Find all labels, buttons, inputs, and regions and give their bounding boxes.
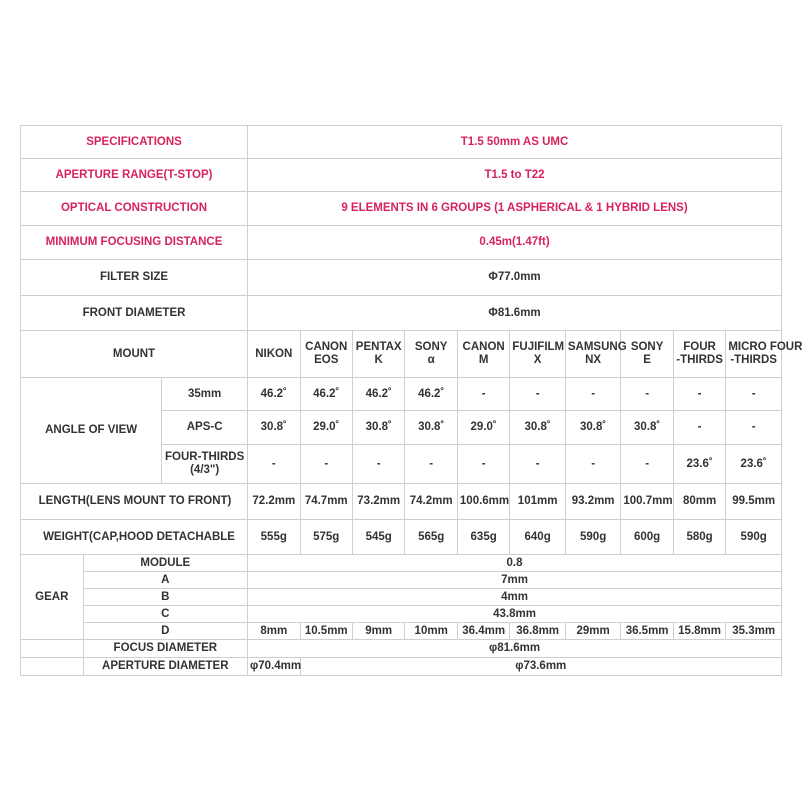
angle-value: 30.8˚ <box>405 411 457 445</box>
gear-b-value: 4mm <box>248 589 782 606</box>
angle-row-35mm <box>21 378 782 411</box>
weight-value: 575g <box>300 520 352 555</box>
mount-micro-four-thirds: MICRO FOUR -THIRDS <box>726 331 782 378</box>
gear-d-value: 15.8mm <box>673 623 725 640</box>
angle-value: 29.0˚ <box>300 411 352 445</box>
optical-construction-value: 9 ELEMENTS IN 6 GROUPS (1 ASPHERICAL & 1 HYBRID LENS) <box>248 192 782 226</box>
gear-d-label: D <box>83 623 247 640</box>
angle-value: - <box>457 445 509 484</box>
gear-d-value: 9mm <box>352 623 404 640</box>
angle-value: 30.8˚ <box>248 411 300 445</box>
mount-four-thirds: FOUR -THIRDS <box>673 331 725 378</box>
length-value: 74.7mm <box>300 484 352 520</box>
gear-row-d <box>21 623 782 640</box>
length-value: 99.5mm <box>726 484 782 520</box>
angle-value: - <box>457 378 509 411</box>
angle-value: 23.6˚ <box>726 445 782 484</box>
mount-sony-e: SONY E <box>621 331 673 378</box>
front-diameter-label: FRONT DIAMETER <box>21 296 248 331</box>
weight-value: 590g <box>565 520 621 555</box>
mount-samsung-nx: SAMSUNG NX <box>565 331 621 378</box>
lens-spec-table <box>20 125 802 676</box>
length-value: 80mm <box>673 484 725 520</box>
weight-value: 600g <box>621 520 673 555</box>
angle-value: - <box>510 445 566 484</box>
angle-value: - <box>673 378 725 411</box>
angle-value: - <box>621 445 673 484</box>
spec-row-weight <box>21 520 782 555</box>
angle-of-view-label: ANGLE OF VIEW <box>21 378 162 484</box>
weight-value: 635g <box>457 520 509 555</box>
angle-value: 46.2˚ <box>248 378 300 411</box>
gear-d-value: 35.3mm <box>726 623 782 640</box>
gear-b-label: B <box>83 589 247 606</box>
gear-c-label: C <box>83 606 247 623</box>
filter-size-label: FILTER SIZE <box>21 260 248 296</box>
weight-value: 555g <box>248 520 300 555</box>
angle-value: 30.8˚ <box>510 411 566 445</box>
angle-value: - <box>510 378 566 411</box>
optical-construction-label: OPTICAL CONSTRUCTION <box>21 192 248 226</box>
weight-value: 640g <box>510 520 566 555</box>
specifications-value: T1.5 50mm AS UMC <box>248 126 782 159</box>
angle-value: - <box>621 378 673 411</box>
gear-d-value: 36.5mm <box>621 623 673 640</box>
spec-row-focus-diameter <box>21 640 782 658</box>
angle-value: - <box>565 378 621 411</box>
spec-row-min-focus <box>21 226 782 260</box>
spec-row-aperture-diameter <box>21 658 782 676</box>
min-focus-label: MINIMUM FOCUSING DISTANCE <box>21 226 248 260</box>
angle-value: 46.2˚ <box>405 378 457 411</box>
gear-label: GEAR <box>21 555 84 640</box>
filter-size-value: Φ77.0mm <box>248 260 782 296</box>
length-value: 100.7mm <box>621 484 673 520</box>
gear-a-value: 7mm <box>248 572 782 589</box>
length-value: 100.6mm <box>457 484 509 520</box>
angle-value: - <box>352 445 404 484</box>
gear-row-c <box>21 606 782 623</box>
spec-row-mount <box>21 331 782 378</box>
spec-row-specifications <box>21 126 782 159</box>
spec-row-filter-size <box>21 260 782 296</box>
weight-label: WEIGHT(CAP,HOOD DETACHABLE <box>21 520 248 555</box>
angle-value: - <box>673 411 725 445</box>
gear-c-value: 43.8mm <box>248 606 782 623</box>
spec-row-front-diameter <box>21 296 782 331</box>
gear-d-value: 36.8mm <box>510 623 566 640</box>
mount-canon-eos: CANON EOS <box>300 331 352 378</box>
aperture-diameter-label: APERTURE DIAMETER <box>83 658 247 676</box>
gear-d-value: 10.5mm <box>300 623 352 640</box>
length-label: LENGTH(LENS MOUNT TO FRONT) <box>21 484 248 520</box>
gear-a-label: A <box>83 572 247 589</box>
gear-module-label: MODULE <box>83 555 247 572</box>
weight-value: 580g <box>673 520 725 555</box>
angle-value: 30.8˚ <box>565 411 621 445</box>
angle-value: 46.2˚ <box>300 378 352 411</box>
mount-nikon: NIKON <box>248 331 300 378</box>
gear-module-value: 0.8 <box>248 555 782 572</box>
gear-row-b <box>21 589 782 606</box>
angle-value: 30.8˚ <box>621 411 673 445</box>
spec-row-aperture-range <box>21 159 782 192</box>
aperture-diameter-first: φ70.4mm <box>248 658 300 676</box>
angle-sub-label: 35mm <box>162 378 248 411</box>
mount-label: MOUNT <box>21 331 248 378</box>
length-value: 93.2mm <box>565 484 621 520</box>
gear-d-value: 36.4mm <box>457 623 509 640</box>
length-value: 73.2mm <box>352 484 404 520</box>
angle-value: 30.8˚ <box>352 411 404 445</box>
mount-canon-m: CANON M <box>457 331 509 378</box>
mount-sony-a: SONY α <box>405 331 457 378</box>
aperture-diameter-value: φ73.6mm <box>300 658 782 676</box>
angle-value: - <box>300 445 352 484</box>
angle-value: 23.6˚ <box>673 445 725 484</box>
angle-sub-label: FOUR-THIRDS (4/3") <box>162 445 248 484</box>
weight-value: 565g <box>405 520 457 555</box>
weight-value: 590g <box>726 520 782 555</box>
focus-diameter-value: φ81.6mm <box>248 640 782 658</box>
aperture-range-label: APERTURE RANGE(T-STOP) <box>21 159 248 192</box>
angle-value: 46.2˚ <box>352 378 404 411</box>
angle-value: - <box>565 445 621 484</box>
gear-row-module <box>21 555 782 572</box>
gear-d-value: 10mm <box>405 623 457 640</box>
mount-pentax-k: PENTAX K <box>352 331 404 378</box>
weight-value: 545g <box>352 520 404 555</box>
angle-value: 29.0˚ <box>457 411 509 445</box>
gear-row-a <box>21 572 782 589</box>
angle-value: - <box>248 445 300 484</box>
aperture-range-value: T1.5 to T22 <box>248 159 782 192</box>
min-focus-value: 0.45m(1.47ft) <box>248 226 782 260</box>
length-value: 72.2mm <box>248 484 300 520</box>
mount-fujifilm-x: FUJIFILM X <box>510 331 566 378</box>
angle-sub-label: APS-C <box>162 411 248 445</box>
front-diameter-value: Φ81.6mm <box>248 296 782 331</box>
length-value: 74.2mm <box>405 484 457 520</box>
angle-value: - <box>405 445 457 484</box>
gear-d-value: 29mm <box>565 623 621 640</box>
length-value: 101mm <box>510 484 566 520</box>
spec-row-length <box>21 484 782 520</box>
specifications-label: SPECIFICATIONS <box>21 126 248 159</box>
focus-diameter-label: FOCUS DIAMETER <box>83 640 247 658</box>
gear-d-value: 8mm <box>248 623 300 640</box>
spec-row-optical-construction <box>21 192 782 226</box>
angle-value: - <box>726 378 782 411</box>
angle-value: - <box>726 411 782 445</box>
